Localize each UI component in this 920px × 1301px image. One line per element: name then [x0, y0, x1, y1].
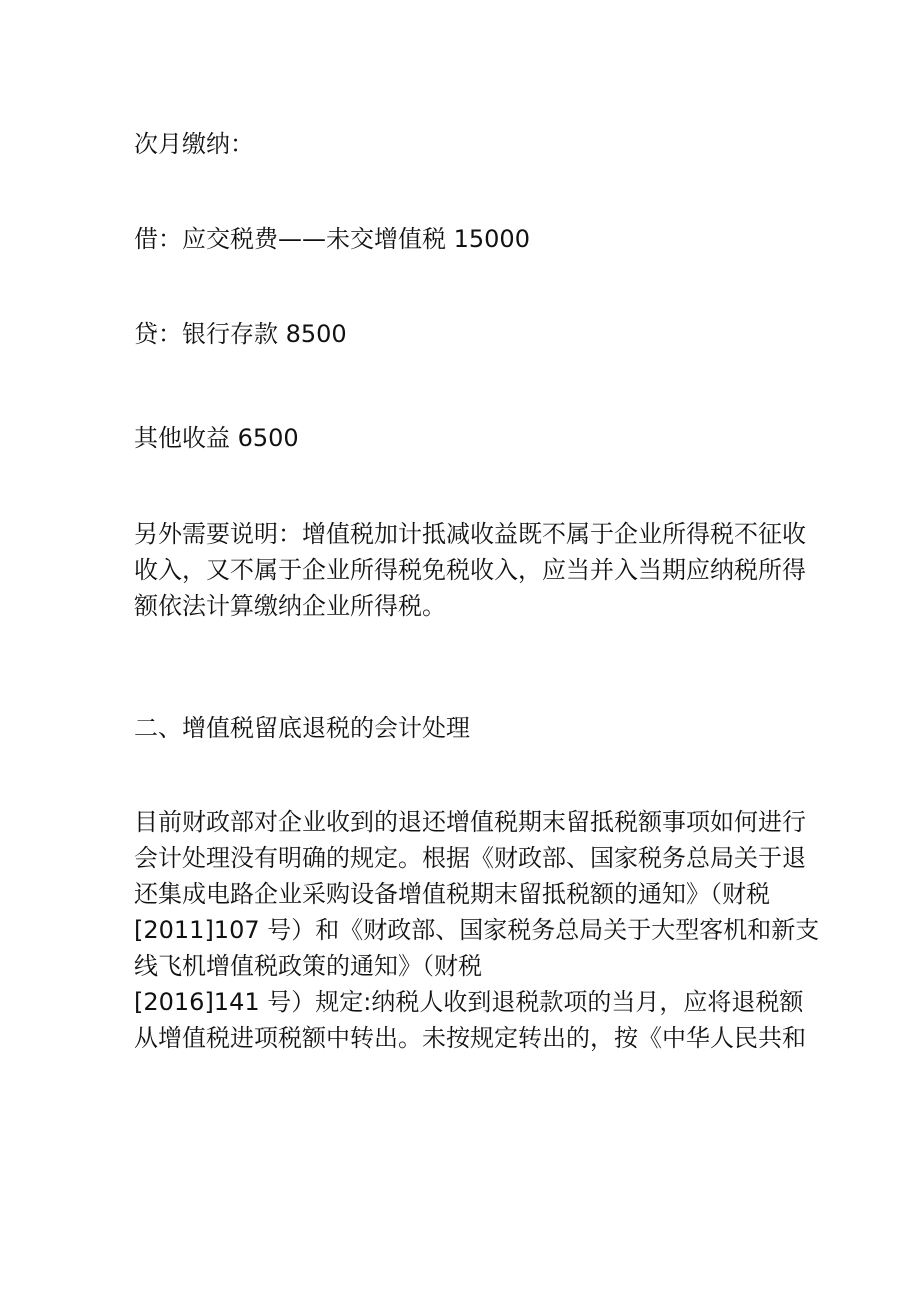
text-line: 另外需要说明：增值税加计抵减收益既不属于企业所得税不征收	[134, 520, 806, 548]
text-line: 次月缴纳：	[134, 130, 254, 158]
text-line: 二、增值税留底退税的会计处理	[134, 714, 470, 742]
text-line: 还集成电路企业采购设备增值税期末留抵税额的通知》（财税	[134, 880, 770, 908]
text-line: 借：应交税费——未交增值税 15000	[134, 225, 530, 253]
text-line: [2016]141 号）规定:纳税人收到退税款项的当月，应将退税额	[134, 988, 804, 1016]
credit-entry-bank	[134, 316, 800, 352]
text-line: 贷：银行存款 8500	[134, 320, 347, 348]
text-line: 收入，又不属于企业所得税免税收入，应当并入当期应纳税所得	[134, 556, 806, 584]
text-line: 目前财政部对企业收到的退还增值税期末留抵税额事项如何进行	[134, 808, 806, 836]
text-line: 额依法计算缴纳企业所得税。	[134, 592, 446, 620]
credit-entry-other-income	[134, 420, 800, 456]
additional-note-paragraph	[134, 516, 806, 624]
text-line: 会计处理没有明确的规定。根据《财政部、国家税务总局关于退	[134, 844, 806, 872]
text-line: 其他收益 6500	[134, 424, 299, 452]
payment-next-month-heading	[134, 126, 800, 162]
text-line: 从增值税进项税额中转出。未按规定转出的，按《中华人民共和	[134, 1024, 806, 1052]
text-line: 线飞机增值税政策的通知》（财税	[134, 952, 482, 980]
debit-entry	[134, 221, 800, 257]
body-paragraph	[134, 804, 820, 1056]
text-line: [2011]107 号）和《财政部、国家税务总局关于大型客机和新支	[134, 916, 820, 944]
section-heading	[134, 710, 800, 746]
